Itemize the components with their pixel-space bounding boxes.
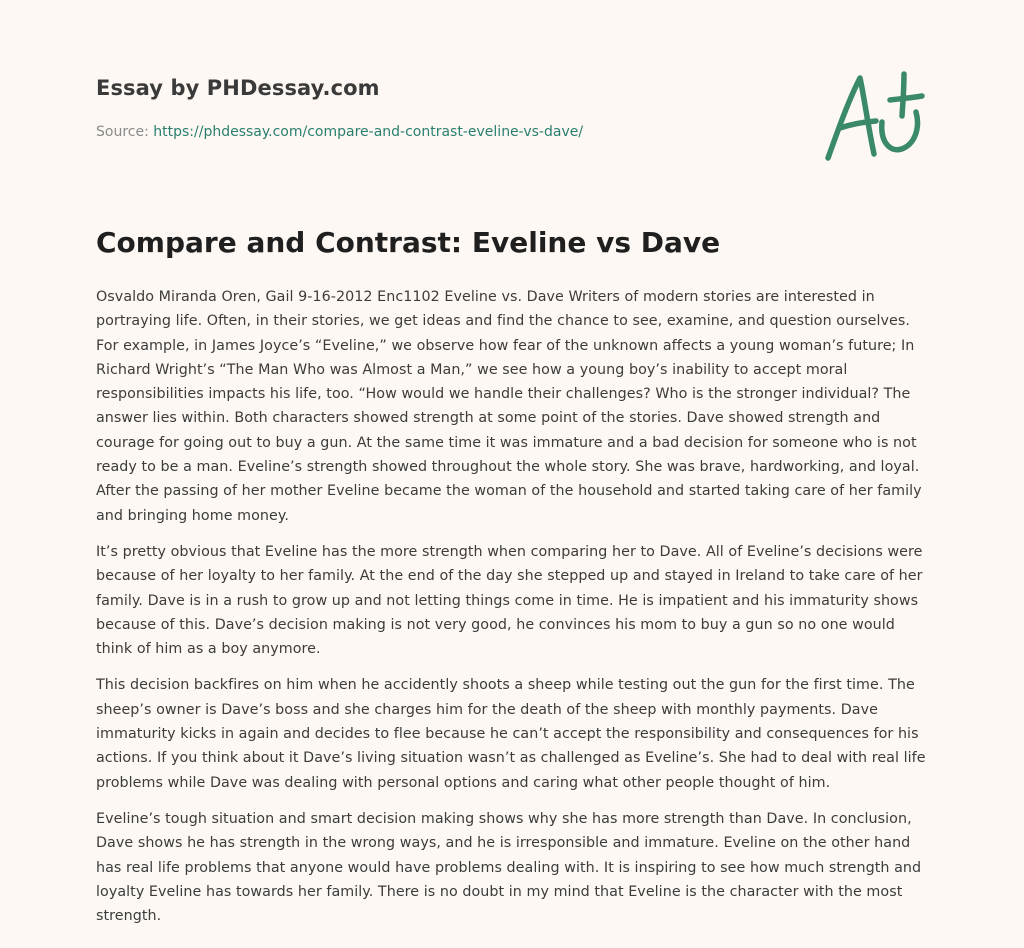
paragraph: It’s pretty obvious that Eveline has the more strength when comparing her to Dave. All of Eveline’s decisions were because of her loyalty to her family. At the end of the day she stepped up and stayed in Ireland to take care of her family. Dave is in a rush to grow up and not letting things come in time. He is impatient and his immaturity shows because of this. Dave’s decision making is not very good, he convinces his mom to buy a gun so no one would think of him as a boy anymore. <box>96 543 923 658</box>
paragraph: Eveline’s tough situation and smart decision making shows why she has more strength than Dave. In conclusion, Dave shows he has strength in the wrong ways, and he is irresponsible and immature. Eveline on the other hand has real life problems that anyone would have problems dealing with. It is inspiring to see how much strength and loyalty Eveline has towards her family. There is no doubt in my mind that Eveline is the character with the most strength. <box>96 810 922 925</box>
source-link[interactable]: https://phdessay.com/compare-and-contrast-eveline-vs-dave/ <box>153 124 584 140</box>
paragraph: This decision backfires on him when he accidently shoots a sheep while testing out the gun for the first time. The sheep’s owner is Dave’s boss and she charges him for the death of the sheep with monthly payments. Dave immaturity kicks in again and decides to flee because he can’t accept the responsibility and consequences for his actions. If you think about it Dave’s living situation wasn’t as challenged as Eveline’s. She had to deal with real life problems while Dave was dealing with personal options and caring what other people thought of him. <box>96 677 926 791</box>
source-line <box>96 124 583 140</box>
a-plus-grade-icon <box>818 66 930 166</box>
article-title: Compare and Contrast: Eveline vs Dave <box>96 226 721 259</box>
site-name: Essay by PHDessay.com <box>96 76 380 100</box>
source-label: Source: <box>96 124 149 140</box>
article-body <box>96 285 932 940</box>
paragraph: Osvaldo Miranda Oren, Gail 9-16-2012 Enc1102 Eveline vs. Dave Writers of modern stories are interested in portraying life. Often, in their stories, we get ideas and find the chance to see, examine, and question ourselves. For example, in James Joyce’s “Eveline,” we observe how fear of the unknown affects a young woman’s future; In Richard Wright’s “The Man Who was Almost a Man,” we see how a young boy’s inability to accept moral responsibilities impacts his life, too. “How would we handle their challenges? Who is the stronger individual? The answer lies within. Both characters showed strength at some point of the stories. Dave showed strength and courage for going out to buy a gun. At the same time it was immature and a bad decision for someone who is not ready to be a man. Eveline’s strength showed throughout the whole story. She was brave, hardworking, and loyal. After the passing of her mother Eveline became the woman of the household and started taking care of her family and bringing home money. <box>96 289 922 524</box>
